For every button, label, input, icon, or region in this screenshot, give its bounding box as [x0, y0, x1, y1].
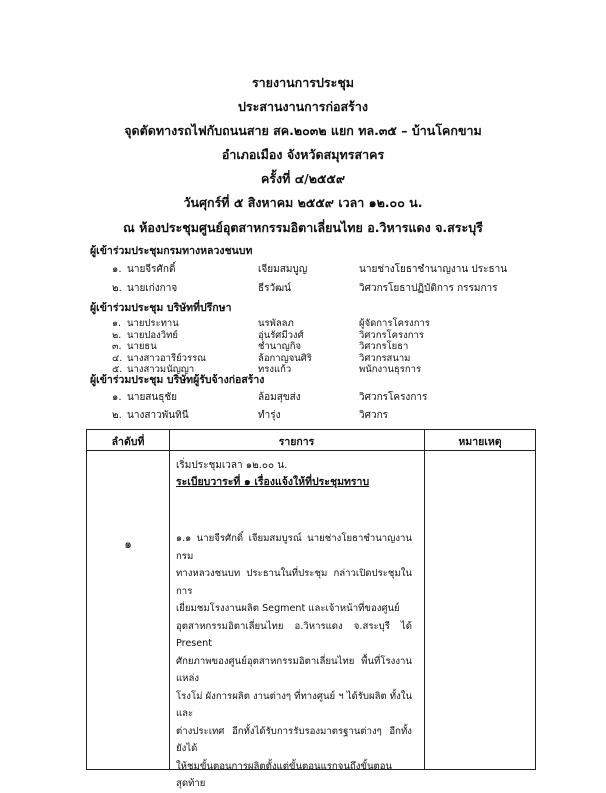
- attendee-first-name: นายปองวิทย์: [127, 329, 178, 341]
- attendee-position: นายช่างโยธาชำนาญงาน ประธาน: [359, 264, 508, 275]
- attendee-number: ๒.: [112, 329, 122, 341]
- attendee-row: [0, 390, 606, 406]
- attendee-first-name: นายเก่งกาจ: [127, 283, 178, 294]
- attendee-group-title: ผู้เข้าร่วมประชุมกรมทางหลวงชนบท: [90, 245, 253, 257]
- attendee-position: วิศวกรโยธาปฏิบัติการ กรรมการ: [359, 283, 498, 294]
- attendee-last-name: อุ่นรัศมีวงศ์: [258, 329, 304, 341]
- attendee-last-name: ทำรุ่ง: [258, 410, 281, 421]
- attendee-group-title: ผู้เข้าร่วมประชุม บริษัทที่ปรึกษา: [90, 302, 232, 314]
- column-header-order: ลำดับที่: [111, 436, 145, 448]
- attendee-position: วิศวกรสนาม: [359, 352, 411, 364]
- paragraph-line: ต่างประเทศ อีกทั้งได้รับการรับรองมาตรฐานต่างๆ อีกทั้งยังได้: [176, 725, 412, 754]
- attendee-position: วิศวกรโครงการ: [359, 329, 424, 341]
- attendee-position: วิศวกร: [359, 410, 389, 421]
- attendee-first-name: นายจีรศักดิ์: [127, 264, 176, 275]
- attendee-group-title: ผู้เข้าร่วมประชุม บริษัทผู้รับจ้างก่อสร้าง: [90, 374, 265, 386]
- paragraph-line: โรงโม่ ผังการผลิต งานต่างๆ ที่ทางศูนย์ ฯ ได้รับผลิต ทั้งในและ: [176, 690, 412, 719]
- attendee-last-name: นรพัลลภ: [258, 318, 294, 329]
- attendee-number: ๑.: [112, 264, 122, 275]
- paragraph-line: ทางหลวงชนบท ประธานในที่ประชุม กล่าวเปิดประชุมในการ: [176, 568, 412, 597]
- paragraph-line: เยี่ยมชมโรงงานผลิต Segment และเจ้าหน้าที่ของศูนย์: [176, 603, 400, 614]
- table-divider: [169, 430, 170, 769]
- attendee-last-name: เจียมสมบูญ: [258, 264, 308, 275]
- attendee-last-name: ล้อมสุขส่ง: [258, 392, 301, 403]
- attendee-position: พนักงานธุรการ: [359, 364, 422, 375]
- attendee-row: [0, 408, 606, 424]
- paragraph-line: ศักยภาพของศูนย์อุตสาหกรรมอิตาเลี่ยนไทย พื้นที่โรงงานแหล่ง: [176, 655, 412, 684]
- attendee-position: ผู้จัดการโครงการ: [359, 318, 430, 329]
- meeting-number: ครั้งที่ ๔/๒๕๕๙: [260, 171, 346, 186]
- paragraph-line: ให้ชมขั้นตอนการผลิตตั้งแต่ขั้นตอนแรกจนถึงขั้นตอนสุดท้าย: [176, 760, 393, 789]
- row-number: ๑: [124, 537, 132, 551]
- column-header-items: รายการ: [278, 436, 315, 448]
- attendee-number: ๔.: [112, 352, 123, 364]
- paragraph-line: ๑.๑ นายจีรศักดิ์ เจียมสมบูรณ์ นายช่างโยธาชำนาญงาน กรม: [176, 533, 412, 562]
- attendee-row: [0, 281, 606, 297]
- agenda-content: [176, 458, 416, 490]
- attendee-number: ๕.: [112, 364, 123, 375]
- attendee-last-name: ล้อกาญจนศิริ: [258, 352, 312, 364]
- agenda-table: [86, 429, 536, 789]
- table-header-divider: [87, 450, 535, 451]
- attendee-first-name: นายประทาน: [127, 318, 179, 329]
- meeting-venue: ณ ห้องประชุมศูนย์อุตสาหกรรมอิตาเลี่ยนไทย อ.วิหารแดง จ.สระบุรี: [123, 220, 483, 235]
- attendee-last-name: ทรงแก้ว: [258, 364, 292, 375]
- attendee-first-name: นางสาวมนัญญา: [127, 364, 195, 375]
- project-name: จุดตัดทางรถไฟกับถนนสาย สค.๒๐๓๒ แยก ทล.๓๕ – บ้านโคกขาม: [124, 123, 482, 138]
- column-header-notes: หมายเหตุ: [458, 436, 502, 448]
- attendee-first-name: นางสาวพันทินี: [127, 410, 189, 421]
- agenda-heading: ระเบียบวาระที่ ๑ เรื่องแจ้งให้ที่ประชุมทราบ: [176, 476, 370, 488]
- attendee-first-name: นางสาวอารีย์วรรณ: [127, 352, 206, 364]
- attendee-position: วิศวกรโยธา: [359, 341, 409, 352]
- attendee-number: ๑.: [112, 392, 122, 403]
- table-divider: [424, 430, 425, 769]
- attendee-position: วิศวกรโครงการ: [359, 392, 428, 403]
- paragraph-line: อุตสาหกรรมอิตาเลี่ยนไทย อ.วิหารแดง จ.สระบุรี ได้ Present: [176, 620, 412, 649]
- agenda-paragraph: [176, 530, 412, 793]
- attendee-first-name: นายธน: [127, 341, 157, 352]
- attendee-last-name: ธีรวัฒน์: [258, 283, 291, 294]
- attendee-number: ๒.: [112, 283, 122, 294]
- report-subtitle: ประสานงานการก่อสร้าง: [237, 99, 369, 114]
- attendee-number: ๒.: [112, 410, 122, 421]
- meeting-date: วันศุกร์ที่ ๕ สิงหาคม ๒๕๕๙ เวลา ๑๒.๐๐ น.: [183, 195, 423, 210]
- report-title: รายงานการประชุม: [251, 75, 355, 90]
- attendee-first-name: นายสนธุชัย: [127, 392, 177, 403]
- project-location: อำเภอเมือง จังหวัดสมุทรสาคร: [221, 147, 385, 162]
- attendee-number: ๓.: [112, 341, 122, 352]
- attendee-number: ๑.: [112, 318, 122, 329]
- attendee-last-name: ชำนาญกิจ: [258, 341, 302, 352]
- meeting-start-time: เริ่มประชุมเวลา ๑๒.๐๐ น.: [176, 460, 288, 471]
- attendee-row: [0, 262, 606, 278]
